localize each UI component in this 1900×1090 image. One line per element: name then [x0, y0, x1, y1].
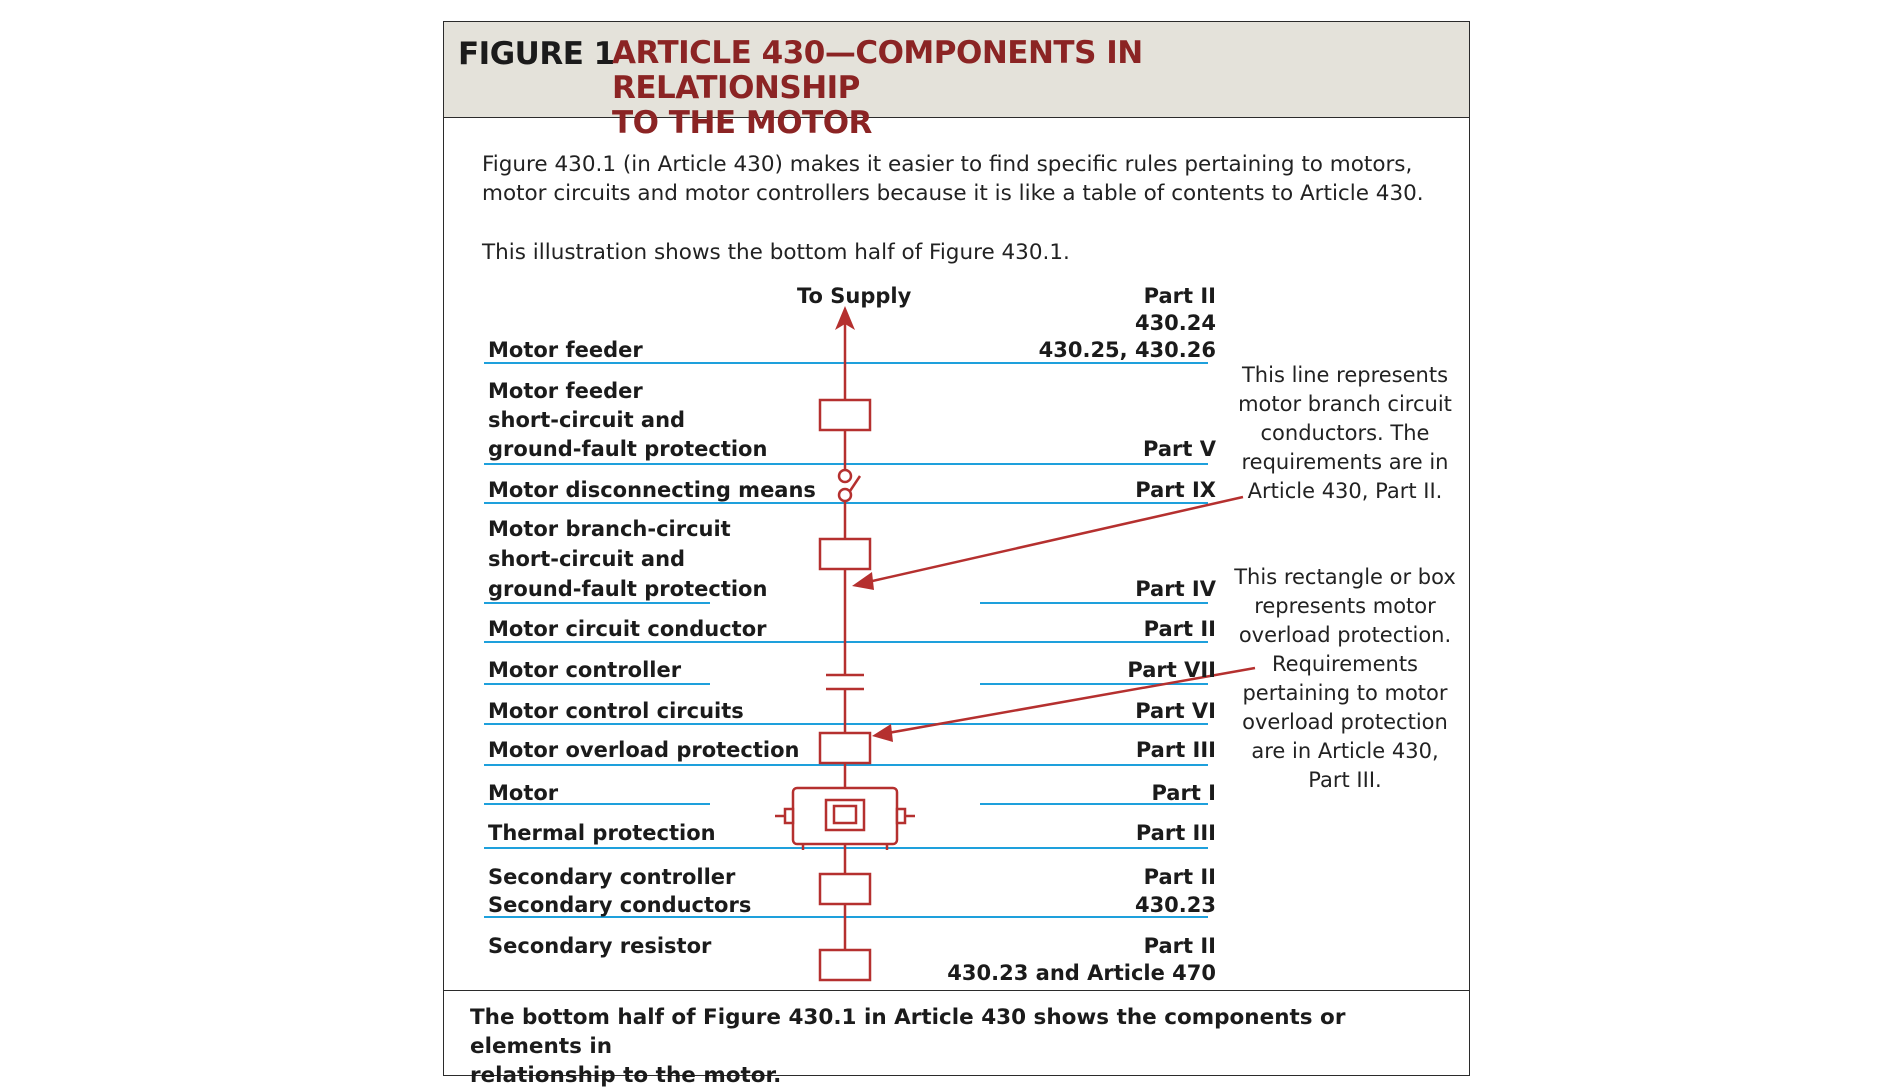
- disconnect-contact-top: [839, 470, 851, 482]
- row-label: Motor: [488, 781, 559, 805]
- part-ref: Part IV: [1135, 577, 1216, 601]
- top-ref: Part II: [1143, 284, 1216, 308]
- caption-line1: The bottom half of Figure 430.1 in Article 430 shows the components or elements in: [470, 1005, 1346, 1059]
- part-ref: Part V: [1143, 437, 1216, 461]
- branch-protection-box: [820, 539, 870, 569]
- callout-arrow-conductors: [868, 497, 1243, 582]
- intro-line2: motor circuits and motor controllers because it is like a table of contents to Article 430.: [482, 181, 1424, 206]
- figure-title-line2: TO THE MOTOR: [612, 105, 872, 141]
- row-label: Motor controller: [488, 658, 682, 682]
- row-label: Motor feeder: [488, 338, 643, 362]
- figure-label: FIGURE 1: [458, 36, 615, 72]
- intro-note: This illustration shows the bottom half of Figure 430.1.: [482, 240, 1070, 265]
- row-label: Motor control circuits: [488, 699, 744, 723]
- callout-line: conductors. The: [1260, 421, 1430, 445]
- callout-line: requirements are in: [1241, 450, 1449, 474]
- part-ref: Part VI: [1135, 699, 1216, 723]
- overload-protection-box: [820, 733, 870, 763]
- callout-line: Requirements: [1272, 652, 1418, 676]
- row-label: Motor branch-circuit: [488, 517, 731, 541]
- row-label: Motor circuit conductor: [488, 617, 767, 641]
- motor-coupling-left: [785, 809, 793, 823]
- part-ref: Part IX: [1135, 478, 1216, 502]
- top-ref: 430.24: [1134, 311, 1216, 335]
- figure-title-line1: ARTICLE 430—COMPONENTS IN RELATIONSHIP: [612, 35, 1143, 106]
- callout-line: Article 430, Part II.: [1247, 479, 1443, 503]
- callout-arrowhead-overload: [872, 724, 893, 742]
- callout-line: pertaining to motor: [1242, 681, 1448, 705]
- callout-line: motor branch circuit: [1238, 392, 1452, 416]
- part-ref: Part II: [1143, 934, 1216, 958]
- row-label: Secondary resistor: [488, 934, 712, 958]
- intro-line1: Figure 430.1 (in Article 430) makes it easier to find specific rules pertaining to motors,: [482, 152, 1413, 177]
- callout-line: overload protection: [1242, 710, 1448, 734]
- row-label: Motor feeder: [488, 379, 643, 403]
- callout-overload: [1233, 565, 1456, 792]
- disconnect-contact-bottom: [839, 489, 851, 501]
- caption-line2: relationship to the motor.: [470, 1063, 782, 1088]
- part-ref: Part II: [1143, 865, 1216, 889]
- part-ref: 430.23: [1134, 893, 1216, 917]
- secondary-resistor-box: [820, 950, 870, 980]
- secondary-controller-box: [820, 874, 870, 904]
- feeder-protection-box: [820, 400, 870, 430]
- top-ref: 430.25, 430.26: [1038, 338, 1216, 362]
- supply-label: To Supply: [797, 284, 912, 308]
- callout-conductors: [1238, 363, 1452, 503]
- row-label: short-circuit and: [488, 547, 686, 571]
- callout-line: overload protection.: [1238, 623, 1452, 647]
- part-ref: Part III: [1135, 738, 1216, 762]
- callout-arrowhead-conductors: [852, 572, 874, 590]
- callout-line: This line represents: [1241, 363, 1449, 387]
- row-label: short-circuit and: [488, 408, 686, 432]
- part-ref: Part III: [1135, 821, 1216, 845]
- part-ref: 430.23 and Article 470: [947, 961, 1216, 985]
- row-label: Thermal protection: [488, 821, 716, 845]
- callout-line: Part III.: [1308, 768, 1382, 792]
- part-references: [947, 437, 1216, 985]
- callout-line: This rectangle or box: [1234, 565, 1456, 589]
- motor-coupling-right: [897, 809, 905, 823]
- part-ref: Part VII: [1127, 658, 1216, 682]
- row-label: Secondary conductors: [488, 893, 752, 917]
- callout-line: are in Article 430,: [1251, 739, 1439, 763]
- callout-line: represents motor: [1254, 594, 1436, 618]
- row-label: Secondary controller: [488, 865, 736, 889]
- row-labels: [488, 338, 816, 958]
- part-ref: Part II: [1143, 617, 1216, 641]
- motor-window-inner: [834, 806, 856, 823]
- part-ref: Part I: [1151, 781, 1216, 805]
- row-label: ground-fault protection: [488, 437, 768, 461]
- row-label: ground-fault protection: [488, 577, 768, 601]
- row-label: Motor disconnecting means: [488, 478, 816, 502]
- row-label: Motor overload protection: [488, 738, 800, 762]
